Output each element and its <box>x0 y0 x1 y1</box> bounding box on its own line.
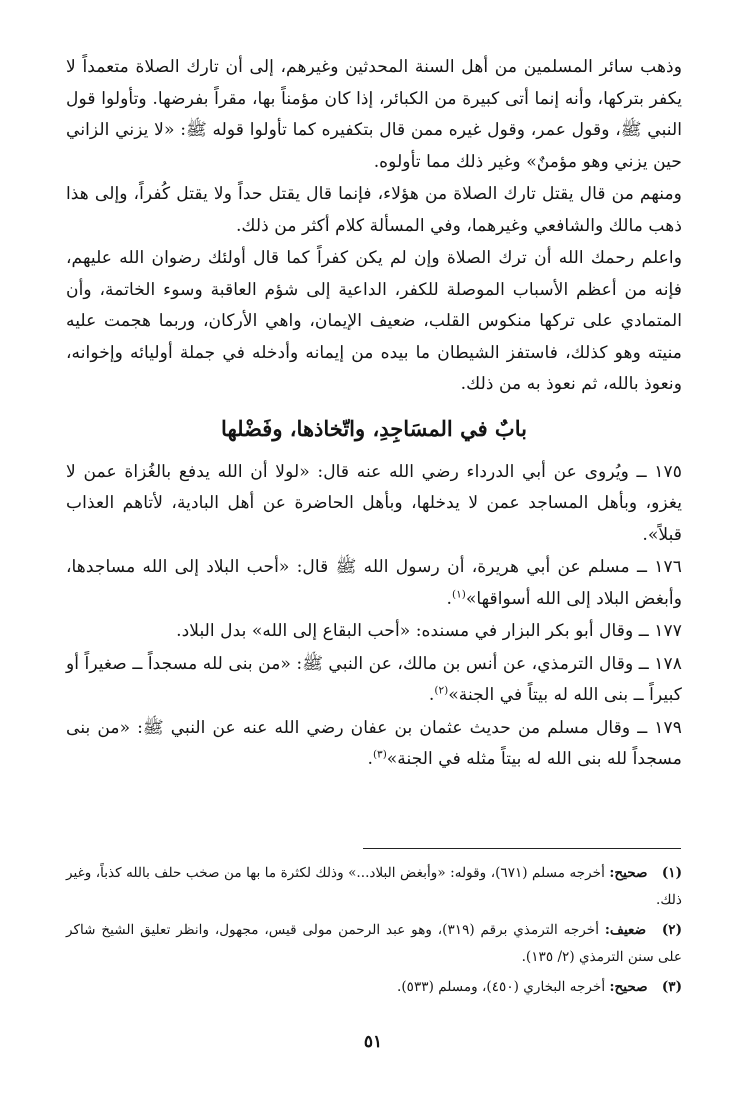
footnote-grade: صحيح: <box>609 865 648 881</box>
hadith-text: ١٧٥ ــ ويُروى عن أبي الدرداء رضي الله عنه قال: «لولا أن الله يدفع بالغُزاة عمن لا يغزو، وبأهل المساجد عمن لا يدخلها، وبأهل الحاضرة عن أهل البادية، لأتاهم العذاب قبلاً». <box>66 461 682 545</box>
hadith-entry-175 <box>66 457 682 552</box>
footnote-ref: (٣) <box>372 748 387 761</box>
hadith-entry-179: ١٧٩ ــ وقال مسلم من حديث عثمان بن عفان رضي الله عنه عن النبي ﷺ: «من بنى مسجداً لله بنى الله له بيتاً مثله في الجنة»$^{(٣)}$. <box>66 717 682 769</box>
footnote-1 <box>66 860 682 913</box>
paragraph-punishment: ومنهم من قال يقتل تارك الصلاة من هؤلاء، فإنما قال يقتل حداً ولا يقتل كُفراً، وإلى هذا ذهب مالك والشافعي وغيرهما، وفي المسألة كلام أكثر من ذلك. <box>66 184 682 236</box>
footnote-grade: ضعيف: <box>604 922 647 938</box>
footnotes <box>66 860 682 1005</box>
chapter-heading: بابٌ في المسَاجِدِ، واتّخاذها، وفَضْلها <box>221 415 527 441</box>
footnote-3 <box>66 974 682 1001</box>
hadith-text: ١٧٦ ــ مسلم عن أبي هريرة، أن رسول الله ﷺ قال: «أحب البلاد إلى الله مساجدها، وأبغض البلاد إلى الله أسواقها» <box>66 557 682 609</box>
hadith-text: ١٧٩ ــ وقال مسلم من حديث عثمان بن عفان رضي الله عنه عن النبي ﷺ: «من بنى مسجداً لله بنى الله له بيتاً مثله في الجنة» <box>66 717 682 769</box>
footnote-text: أخرجه مسلم (٦٧١)، وقوله: «وأبغض البلاد...» وذلك لكثرة ما بها من صخب حلف بالله كذباً، وغير ذلك. <box>66 865 682 908</box>
hadith-text: ١٧٨ ــ وقال الترمذي، عن أنس بن مالك، عن النبي ﷺ: «من بنى لله مسجداً ــ صغيراً أو كبيراً ــ بنى الله له بيتاً في الجنة» <box>66 653 682 705</box>
hadith-entry-176: ١٧٦ ــ مسلم عن أبي هريرة، أن رسول الله ﷺ قال: «أحب البلاد إلى الله مساجدها، وأبغض البلاد إلى الله أسواقها»$^{(١)}$. <box>66 557 682 609</box>
page-number: ٥١ <box>363 1032 383 1052</box>
footnote-text: أخرجه الترمذي برقم (٣١٩)، وهو عبد الرحمن مولى قيس، مجهول، وانظر تعليق الشيخ شاكر على سنن الترمذي (٢/ ١٣٥). <box>66 922 682 965</box>
footnote-number: (١) <box>661 865 682 881</box>
footnote-divider <box>363 848 681 849</box>
paragraph-warning: واعلم رحمك الله أن ترك الصلاة وإن لم يكن كفراً كما قال أولئك رضوان الله عليهم، فإنه من أعظم الأسباب الموصلة للكفر، الداعية إلى شؤم العاقبة وسوء الخاتمة، وأن المتمادي على تركها منكوس القلب، ضعيف الإيمان، واهي الأركان، وربما هجمت عليه منيته وهو كذلك، فاستفز الشيطان ما بيده من إيمانه وأدخله في جملة أوليائه وإخوانه، ونعوذ بالله، ثم نعوذ به من ذلك. <box>66 248 682 394</box>
footnote-ref: (٢) <box>434 684 449 697</box>
hadith-entry-177 <box>66 616 682 648</box>
hadith-entry-178: ١٧٨ ــ وقال الترمذي، عن أنس بن مالك، عن النبي ﷺ: «من بنى لله مسجداً ــ صغيراً أو كبيراً ــ بنى الله له بيتاً في الجنة»$^{(٢)}$. <box>66 653 682 705</box>
footnote-grade: صحيح: <box>609 979 648 995</box>
hadith-text: ١٧٧ ــ وقال أبو بكر البزار في مسنده: «أحب البقاع إلى الله» بدل البلاد. <box>176 621 682 641</box>
footnote-number: (٢) <box>661 922 683 938</box>
footnote-number: (٣) <box>661 979 682 995</box>
footnote-text: أخرجه البخاري (٤٥٠)، ومسلم (٥٣٣). <box>397 979 606 995</box>
footnote-ref: (١) <box>451 587 466 600</box>
footnote-2 <box>66 917 682 970</box>
paragraph-ruling: وذهب سائر المسلمين من أهل السنة المحدثين وغيرهم، إلى أن تارك الصلاة متعمداً لا يكفر بتركها، وأنه إنما أتى كبيرة من الكبائر، إذا كان مؤمناً بها، مقراً بفرضها. وتأولوا قول النبي ﷺ، وقول عمر، وقول غيره ممن قال بتكفيره كما تأولوا قوله ﷺ: «لا يزني الزاني حين يزني وهو مؤمنٌ» وغير ذلك مما تأولوه. <box>66 57 682 172</box>
main-text <box>66 52 682 776</box>
